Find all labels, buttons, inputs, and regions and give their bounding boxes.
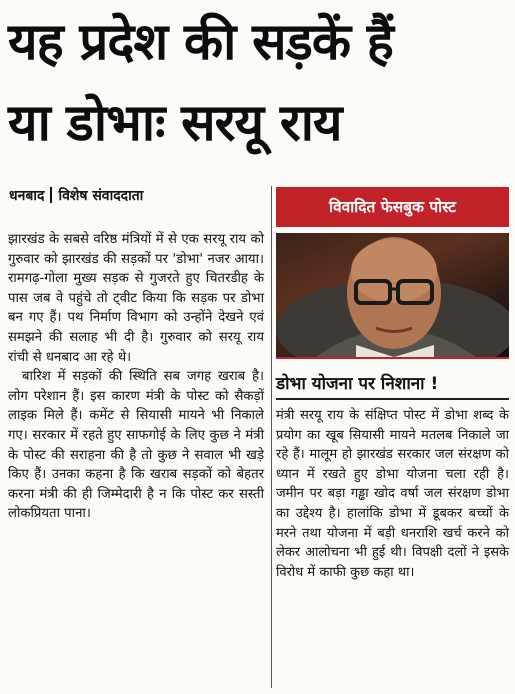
subhead-rule	[276, 398, 509, 400]
sidebar-subhead: डोभा योजना पर निशाना !	[276, 374, 439, 394]
portrait-illustration	[276, 233, 509, 357]
article-paragraph-1: झारखंड के सबसे वरिष्ठ मंत्रियों में से एक सरयू राय को गुरुवार को झारखंड की सड़कों पर 'डोभा' नजर आया। रामगढ़-गोला मुख्य सड़क से गुजरते हुए चितरडीह के पास जब वे पहुंचे तो ट्वीट किया कि सड़क पर डोभा बन गए हैं। पथ निर्माण विभाग को उन्होंने देखने एवं समझने की सलाह भी दी है। गुरुवार को सरयू राय रांची से धनबाद आ रहे थे।	[8, 232, 264, 365]
sidebar-text: मंत्री सरयू राय के संक्षिप्त पोस्ट में डोभा शब्द के प्रयोग का खूब सियासी मायने मतलब निकाले जा रहे हैं। मालूम हो झारखंड सरकार जल संरक्षण को ध्यान में रखते हुए डोभा योजना चला रही है। जमीन पर बड़ा गड्ढा खोद वर्षा जल संरक्षण डोभा का उद्देश्य है। हालांकि डोभा में डूबकर बच्चों के मरने तथा योजना में बड़ी धनराशि खर्च करने को लेकर आलोचना भी हुई थी। विपक्षी दलों ने इसके विरोध में काफी कुछ कहा था।	[276, 408, 509, 580]
byline	[9, 186, 143, 205]
sidebar-tag: विवादित फेसबुक पोस्ट	[276, 187, 509, 227]
sidebar-box	[276, 187, 509, 582]
headline	[8, 2, 508, 164]
byline-separator	[50, 187, 52, 203]
article-paragraph-2: बारिश में सड़कों की स्थिति सब जगह खराब है। लोग परेशान हैं। इस कारण मंत्री के पोस्ट को सैकड़ों लाइक मिले हैं। कमेंट से सियासी मायने भी निकाले गए। सरकार में रहते हुए साफगोई के लिए कुछ ने मंत्री के पोस्ट की सराहना की है तो कुछ ने सवाल भी खड़े किए हैं। उनका कहना है कि खराब सड़कों को बेहतर करना मंत्री की ही जिम्मेदारी है न कि पोस्ट कर सस्ती लोकप्रियता पाना।	[8, 369, 264, 522]
byline-place: धनबाद	[9, 188, 45, 204]
headline-line-2: या डोभाः सरयू राय	[8, 94, 342, 153]
headline-line-1: यह प्रदेश की सड़कें हैं	[8, 13, 393, 72]
photo-rule	[276, 357, 509, 359]
article-body	[8, 230, 264, 524]
portrait-photo	[276, 233, 509, 357]
byline-author: विशेष संवाददाता	[58, 188, 144, 204]
column-divider	[271, 186, 272, 688]
